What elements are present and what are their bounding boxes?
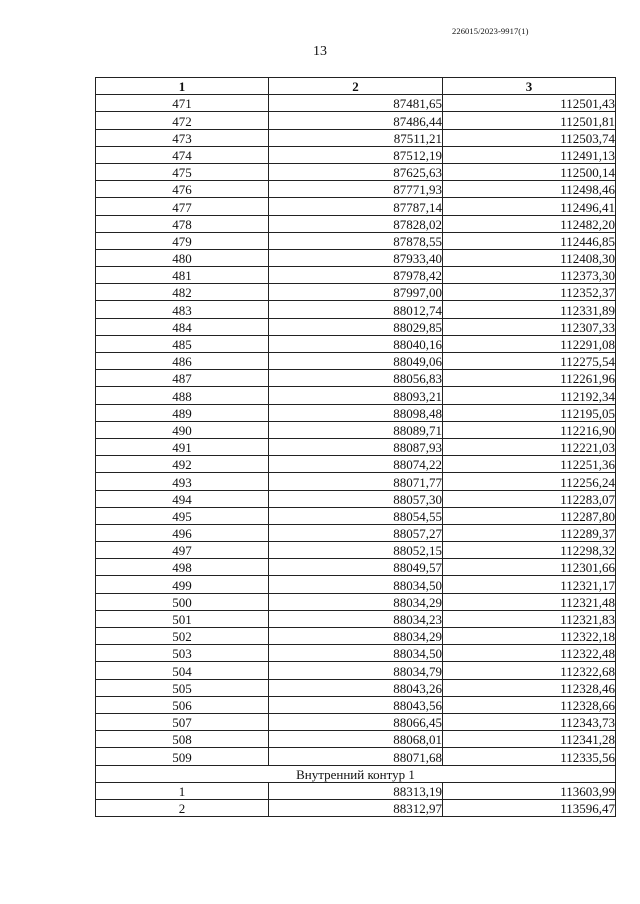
column-header-2: 2: [269, 78, 443, 95]
table-row: [96, 799, 616, 816]
point-number-cell: 483: [96, 301, 269, 318]
coordinate-x-cell: 88029,85: [269, 318, 443, 335]
point-number-cell: 507: [96, 713, 269, 730]
coordinate-x-cell: 88087,93: [269, 438, 443, 455]
coordinate-y-cell: 112298,32: [443, 542, 616, 559]
coordinates-table: [95, 77, 616, 817]
point-number-cell: 490: [96, 421, 269, 438]
coordinate-x-cell: 87997,00: [269, 284, 443, 301]
coordinate-x-cell: 88034,23: [269, 610, 443, 627]
point-number-cell: 476: [96, 181, 269, 198]
coordinate-y-cell: 112341,28: [443, 731, 616, 748]
coordinate-x-cell: 88049,57: [269, 559, 443, 576]
point-number-cell: 497: [96, 542, 269, 559]
coordinate-x-cell: 88034,29: [269, 628, 443, 645]
point-number-cell: 475: [96, 163, 269, 180]
table-body: [96, 95, 616, 765]
coordinate-y-cell: 112373,30: [443, 267, 616, 284]
table-row: [96, 559, 616, 576]
coordinate-x-cell: 87486,44: [269, 112, 443, 129]
point-number-cell: 488: [96, 387, 269, 404]
coordinate-x-cell: 88066,45: [269, 713, 443, 730]
coordinate-y-cell: 112501,81: [443, 112, 616, 129]
section-body: [96, 765, 616, 782]
coordinate-y-cell: 112283,07: [443, 490, 616, 507]
coordinate-y-cell: 112251,36: [443, 456, 616, 473]
point-number-cell: 482: [96, 284, 269, 301]
coordinate-y-cell: 113603,99: [443, 782, 616, 799]
coordinate-x-cell: 87878,55: [269, 232, 443, 249]
coordinate-y-cell: 112500,14: [443, 163, 616, 180]
coordinate-x-cell: 88068,01: [269, 731, 443, 748]
coordinate-x-cell: 88056,83: [269, 370, 443, 387]
coordinate-x-cell: 88313,19: [269, 782, 443, 799]
table-row: [96, 696, 616, 713]
coordinate-y-cell: 112331,89: [443, 301, 616, 318]
table-row: [96, 112, 616, 129]
coordinate-x-cell: 88312,97: [269, 799, 443, 816]
point-number-cell: 506: [96, 696, 269, 713]
table-row: [96, 370, 616, 387]
point-number-cell: 492: [96, 456, 269, 473]
table-row: [96, 628, 616, 645]
table-row: [96, 576, 616, 593]
coordinate-y-cell: 112496,41: [443, 198, 616, 215]
coordinate-y-cell: 112343,73: [443, 713, 616, 730]
coordinate-y-cell: 112307,33: [443, 318, 616, 335]
table-row: [96, 353, 616, 370]
point-number-cell: 504: [96, 662, 269, 679]
coordinate-x-cell: 87625,63: [269, 163, 443, 180]
coordinate-x-cell: 87828,02: [269, 215, 443, 232]
table-row: [96, 421, 616, 438]
table-row: [96, 679, 616, 696]
table-row: [96, 542, 616, 559]
point-number-cell: 500: [96, 593, 269, 610]
coordinate-y-cell: 112321,17: [443, 576, 616, 593]
table-row: [96, 249, 616, 266]
coordinate-x-cell: 88040,16: [269, 335, 443, 352]
coordinate-y-cell: 112321,48: [443, 593, 616, 610]
point-number-cell: 1: [96, 782, 269, 799]
coordinate-x-cell: 88012,74: [269, 301, 443, 318]
coordinate-y-cell: 112335,56: [443, 748, 616, 765]
point-number-cell: 480: [96, 249, 269, 266]
table-row: [96, 713, 616, 730]
point-number-cell: 471: [96, 95, 269, 112]
coordinate-y-cell: 112291,08: [443, 335, 616, 352]
table-row: [96, 267, 616, 284]
coordinate-y-cell: 112275,54: [443, 353, 616, 370]
coordinate-y-cell: 113596,47: [443, 799, 616, 816]
coordinate-y-cell: 112328,46: [443, 679, 616, 696]
coordinate-y-cell: 112446,85: [443, 232, 616, 249]
point-number-cell: 502: [96, 628, 269, 645]
coordinate-x-cell: 88052,15: [269, 542, 443, 559]
coordinate-y-cell: 112192,34: [443, 387, 616, 404]
table-row: [96, 473, 616, 490]
coordinate-x-cell: 88089,71: [269, 421, 443, 438]
coordinate-y-cell: 112195,05: [443, 404, 616, 421]
point-number-cell: 508: [96, 731, 269, 748]
column-header-1: 1: [96, 78, 269, 95]
table-row: [96, 284, 616, 301]
coordinate-y-cell: 112301,66: [443, 559, 616, 576]
coordinate-x-cell: 87511,21: [269, 129, 443, 146]
table-row: [96, 662, 616, 679]
table-row: [96, 198, 616, 215]
coordinate-x-cell: 88034,29: [269, 593, 443, 610]
section-header-row: [96, 765, 616, 782]
point-number-cell: 479: [96, 232, 269, 249]
coordinate-y-cell: 112261,96: [443, 370, 616, 387]
point-number-cell: 477: [96, 198, 269, 215]
coordinate-x-cell: 87787,14: [269, 198, 443, 215]
coordinate-x-cell: 88057,30: [269, 490, 443, 507]
coordinate-y-cell: 112408,30: [443, 249, 616, 266]
point-number-cell: 498: [96, 559, 269, 576]
point-number-cell: 486: [96, 353, 269, 370]
table-row: [96, 129, 616, 146]
coordinate-y-cell: 112482,20: [443, 215, 616, 232]
table-header-row: [96, 78, 616, 95]
table-row: [96, 215, 616, 232]
table-row: [96, 438, 616, 455]
point-number-cell: 472: [96, 112, 269, 129]
table-row: [96, 731, 616, 748]
table-row: [96, 593, 616, 610]
point-number-cell: 493: [96, 473, 269, 490]
point-number-cell: 491: [96, 438, 269, 455]
column-header-3: 3: [443, 78, 616, 95]
table-row: [96, 335, 616, 352]
table-row: [96, 404, 616, 421]
point-number-cell: 474: [96, 146, 269, 163]
point-number-cell: 495: [96, 507, 269, 524]
table-row: [96, 610, 616, 627]
coordinate-x-cell: 88071,77: [269, 473, 443, 490]
coordinate-x-cell: 88034,50: [269, 645, 443, 662]
coordinate-x-cell: 87771,93: [269, 181, 443, 198]
coordinate-y-cell: 112501,43: [443, 95, 616, 112]
table-row: [96, 181, 616, 198]
table-row: [96, 163, 616, 180]
point-number-cell: 481: [96, 267, 269, 284]
coordinate-y-cell: 112322,48: [443, 645, 616, 662]
coordinate-y-cell: 112498,46: [443, 181, 616, 198]
coordinate-y-cell: 112503,74: [443, 129, 616, 146]
point-number-cell: 496: [96, 524, 269, 541]
coordinate-x-cell: 87978,42: [269, 267, 443, 284]
coordinate-y-cell: 112216,90: [443, 421, 616, 438]
coordinate-y-cell: 112491,13: [443, 146, 616, 163]
table-row: [96, 645, 616, 662]
coordinate-x-cell: 88071,68: [269, 748, 443, 765]
coordinate-y-cell: 112321,83: [443, 610, 616, 627]
coordinate-x-cell: 88049,06: [269, 353, 443, 370]
coordinate-x-cell: 87933,40: [269, 249, 443, 266]
coordinate-y-cell: 112352,37: [443, 284, 616, 301]
section-title: Внутренний контур 1: [96, 765, 616, 782]
point-number-cell: 2: [96, 799, 269, 816]
table-row: [96, 232, 616, 249]
point-number-cell: 499: [96, 576, 269, 593]
table-row: [96, 524, 616, 541]
coordinate-y-cell: 112287,80: [443, 507, 616, 524]
point-number-cell: 484: [96, 318, 269, 335]
coordinate-x-cell: 88034,50: [269, 576, 443, 593]
point-number-cell: 487: [96, 370, 269, 387]
table-row: [96, 318, 616, 335]
coordinate-x-cell: 87481,65: [269, 95, 443, 112]
table-row: [96, 748, 616, 765]
point-number-cell: 494: [96, 490, 269, 507]
point-number-cell: 478: [96, 215, 269, 232]
coordinate-y-cell: 112328,66: [443, 696, 616, 713]
coordinate-x-cell: 87512,19: [269, 146, 443, 163]
coordinate-y-cell: 112322,18: [443, 628, 616, 645]
section-rows: [96, 782, 616, 816]
coordinate-x-cell: 88098,48: [269, 404, 443, 421]
table-row: [96, 456, 616, 473]
coordinate-x-cell: 88057,27: [269, 524, 443, 541]
table-row: [96, 782, 616, 799]
coordinate-x-cell: 88043,56: [269, 696, 443, 713]
coordinate-x-cell: 88054,55: [269, 507, 443, 524]
document-id: 226015/2023-9917(1): [452, 26, 529, 36]
table-row: [96, 387, 616, 404]
point-number-cell: 501: [96, 610, 269, 627]
table-row: [96, 95, 616, 112]
coordinate-y-cell: 112221,03: [443, 438, 616, 455]
point-number-cell: 509: [96, 748, 269, 765]
point-number-cell: 485: [96, 335, 269, 352]
coordinate-x-cell: 88043,26: [269, 679, 443, 696]
page-number: 13: [313, 44, 327, 59]
table-row: [96, 146, 616, 163]
table-row: [96, 507, 616, 524]
coordinate-y-cell: 112322,68: [443, 662, 616, 679]
coordinate-y-cell: 112256,24: [443, 473, 616, 490]
coordinate-x-cell: 88074,22: [269, 456, 443, 473]
table-row: [96, 301, 616, 318]
point-number-cell: 473: [96, 129, 269, 146]
coordinate-x-cell: 88093,21: [269, 387, 443, 404]
table-row: [96, 490, 616, 507]
point-number-cell: 503: [96, 645, 269, 662]
point-number-cell: 505: [96, 679, 269, 696]
coordinate-x-cell: 88034,79: [269, 662, 443, 679]
point-number-cell: 489: [96, 404, 269, 421]
coordinate-y-cell: 112289,37: [443, 524, 616, 541]
